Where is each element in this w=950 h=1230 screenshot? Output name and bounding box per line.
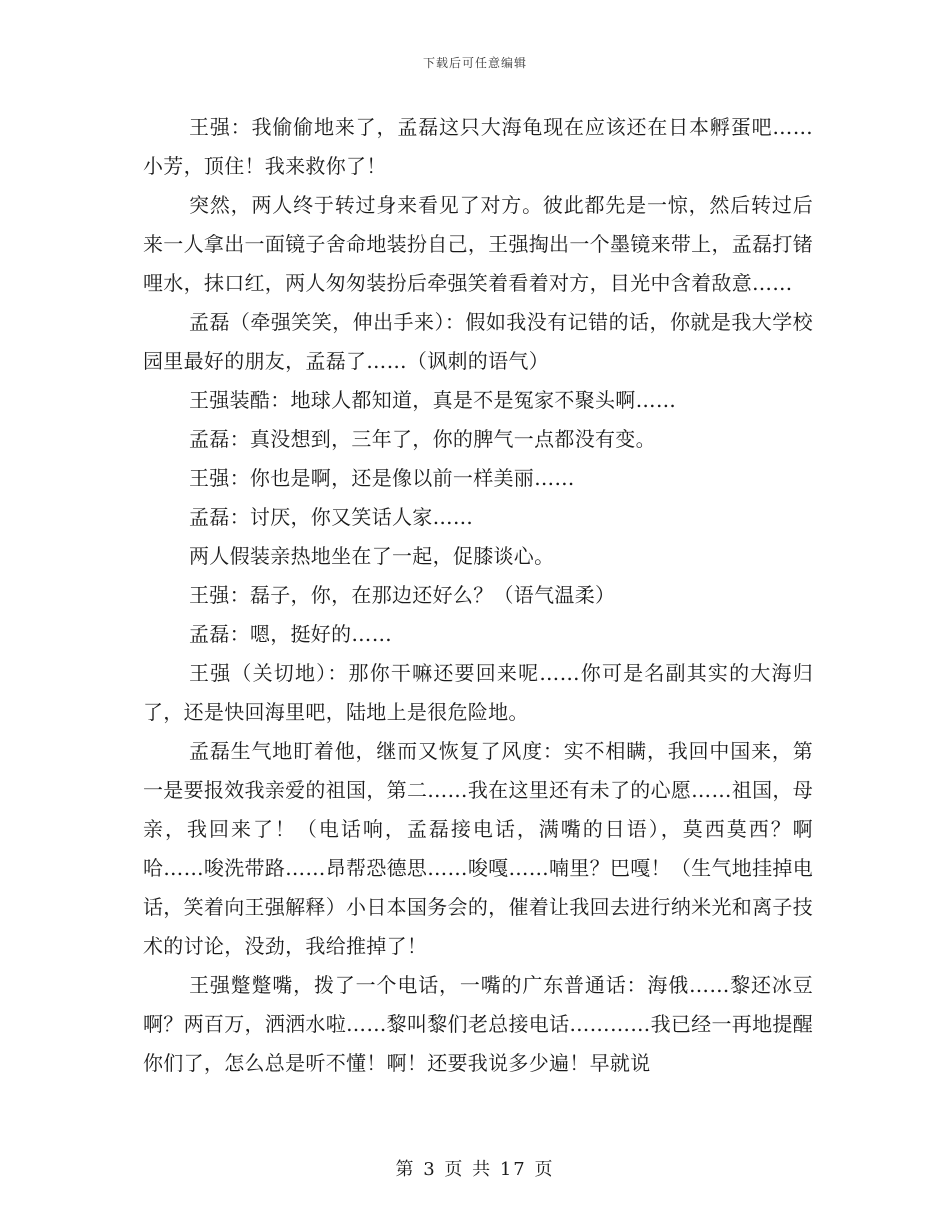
paragraph: 孟磊：嗯，挺好的…… [189,622,392,646]
paragraph: 孟磊：真没想到，三年了，你的脾气一点都没有变。 [189,427,656,451]
paragraph: 王强：你也是啊，还是像以前一样美丽…… [189,466,575,490]
paragraph: 突然，两人终于转过身来看见了对方。彼此都先是一惊，然后转过后来一人拿出一面镜子舍命地装扮自己，王强掏出一个墨镜来带上，孟磊打锗哩水，抹口红，两人匆匆装扮后牵强笑着看着对方，目光中含着敌意…… [143,193,813,295]
paragraph: 王强（关切地）：那你干嘛还要回来呢……你可是名副其实的大海归了，还是快回海里吧，陆地上是很危险地。 [143,661,813,724]
paragraph: 王强：磊子，你，在那边还好么？（语气温柔） [189,583,616,607]
paragraph: 王强装酷：地球人都知道，真是不是冤家不聚头啊…… [189,388,677,412]
paragraph: 两人假装亲热地坐在了一起，促膝谈心。 [189,544,555,568]
page-number-footer: 第 3 页 共 17 页 [395,1159,555,1180]
document-body [143,108,813,1083]
paragraph: 孟磊：讨厌，你又笑话人家…… [189,505,474,529]
paragraph: 孟磊生气地盯着他，继而又恢复了风度：实不相瞒，我回中国来，第一是要报效我亲爱的祖国，第二……我在这里还有未了的心愿……祖国，母亲，我回来了！（电话响，孟磊接电话，满嘴的日语），莫西莫西？啊哈……唆洗带路……昂帮恐德思……唆嘎……喃里？巴嘎！（生气地挂掉电话，笑着向王强解释）小日本国务会的，催着让我回去进行纳米光和离子技术的讨论，没劲，我给推掉了！ [143,739,813,958]
paragraph: 王强蹩蹩嘴，拨了一个电话，一嘴的广东普通话：海俄……黎还冰豆啊？两百万，洒洒水啦……黎叫黎们老总接电话…………我已经一再地提醒你们了，怎么总是听不懂！啊！还要我说多少遍！早就说 [143,973,813,1075]
paragraph: 王强：我偷偷地来了，孟磊这只大海龟现在应该还在日本孵蛋吧……小芳，顶住！我来救你了！ [143,115,813,178]
paragraph: 孟磊（牵强笑笑，伸出手来）：假如我没有记错的话，你就是我大学校园里最好的朋友，孟磊了……（讽刺的语气） [143,310,813,373]
page-header: 下载后可任意编辑 [422,56,527,70]
